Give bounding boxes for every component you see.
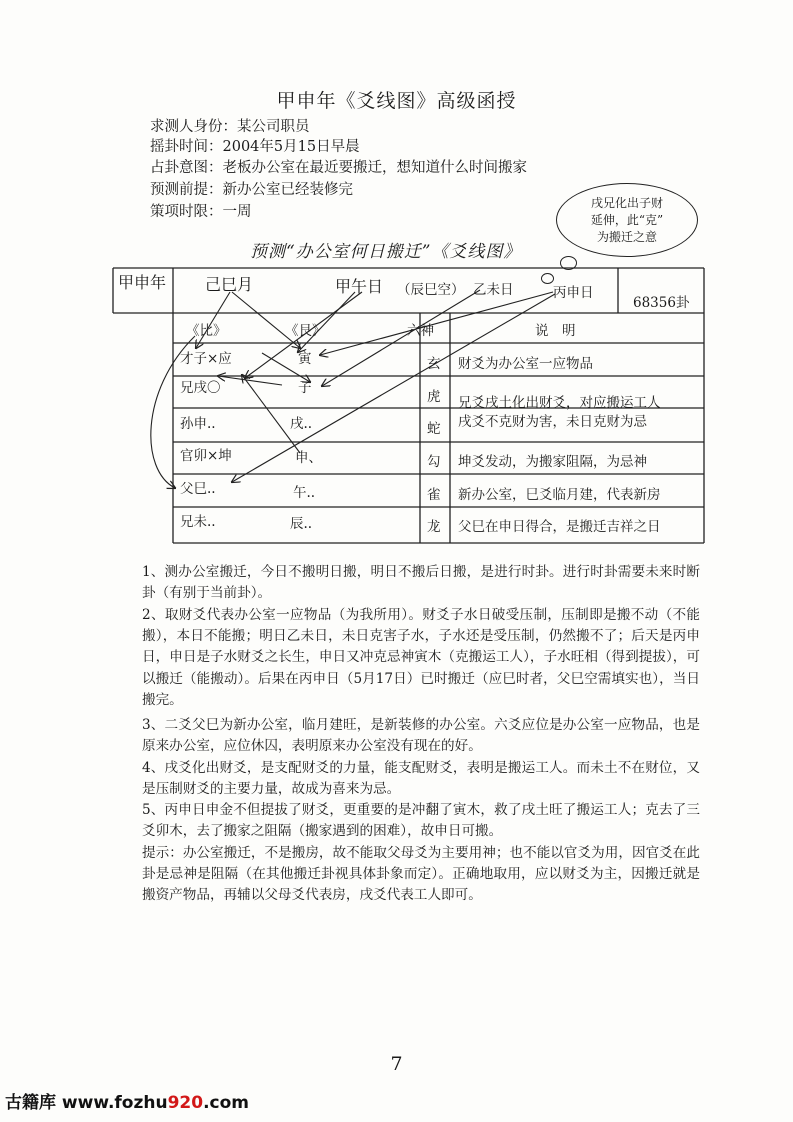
row-mid-yao: 子 <box>298 380 312 396</box>
row-mid-yao: 辰.. <box>290 516 313 532</box>
year-label: 甲申年 <box>118 273 167 292</box>
bubble-line-1: 戌兄化出子财 <box>590 195 663 210</box>
paragraph-tip: 提示：办公室搬迁，不是搬房，故不能取父母爻为主要用神；也不能以官爻为用，因官爻在此卦是忌神是阻隔（在其他搬迁卦视具体卦象而定）。正确地取用，应以财爻为主，因搬迁就是搬资产物品，再辅以父母爻代表房，戌爻代表工人即可。 <box>142 845 700 904</box>
row-god: 龙 <box>427 519 441 535</box>
bi-hexagram-label: 《比》 <box>186 323 227 339</box>
row-mid-yao: 申、 <box>295 450 322 466</box>
bubble-line-3: 为搬迁之意 <box>596 229 657 244</box>
row-mid-yao: 午.. <box>293 485 316 501</box>
bubble-line-2: 延伸，此“克” <box>590 212 664 227</box>
page-number: 7 <box>390 1053 403 1075</box>
paragraph-5: 5、丙申日申金不但提拔了财爻，更重要的是冲翻了寅木，救了戌土旺了搬运工人；克去了三爻卯木，去了搬家之阻隔（搬家遇到的困难），故申日可搬。 <box>142 802 700 840</box>
meta-line-4: 预测前提：新办公室已经装修完 <box>150 182 353 198</box>
row-left-yao: 兄戌〇 <box>180 380 221 396</box>
row-note: 新办公室，巳爻临月建，代表新房 <box>458 487 661 503</box>
kong-label: （辰巳空） <box>397 282 465 298</box>
row-left-yao: 孙申.. <box>180 416 216 432</box>
month-label: 己巳月 <box>205 275 254 294</box>
explanation-header: 说 明 <box>535 323 576 339</box>
day2-label: 乙未日 <box>473 282 514 298</box>
row-god: 玄 <box>427 356 441 372</box>
row-left-yao: 父巳.. <box>180 481 216 497</box>
meta-line-1: 求测人身份：某公司职员 <box>150 119 310 135</box>
row-left-yao: 官卯×坤 <box>180 448 232 464</box>
day3-label: 丙申日 <box>553 285 594 301</box>
gua-number: 68356卦 <box>633 295 690 311</box>
site-url-number: 920 <box>167 1093 204 1113</box>
meta-line-3: 占卦意图：老板办公室在最近要搬迁，想知道什么时间搬家 <box>150 160 527 176</box>
arrow-line <box>320 292 553 355</box>
liushen-header: 六神 <box>407 323 434 339</box>
row-note: 父巳在申日得合，是搬迁吉祥之日 <box>458 519 661 535</box>
arrow-line <box>218 376 282 385</box>
row-note: 财爻为办公室一应物品 <box>458 356 593 372</box>
site-url-prefix: www.fozhu <box>61 1093 168 1113</box>
row-god: 虎 <box>427 389 441 405</box>
chart-title: 预测“办公室何日搬迁”《爻线图》 <box>250 242 522 262</box>
gen-hexagram-label: 《艮》 <box>285 323 326 339</box>
row-god: 蛇 <box>427 421 441 437</box>
row-god: 雀 <box>427 487 441 503</box>
row-left-yao: 才子×应 <box>180 351 232 367</box>
site-name: 古籍库 <box>5 1093 56 1113</box>
paragraph-4: 4、戌爻化出财爻，是支配财爻的力量，能支配财爻，表明是搬运工人。而未土不在财位，又是压制财爻的主要力量，故成为喜来为忌。 <box>142 760 700 798</box>
row-god: 勾 <box>427 454 441 470</box>
meta-line-5: 策项时限：一周 <box>150 204 252 220</box>
document-title: 甲申年《爻线图》高级函授 <box>276 90 517 112</box>
day-label: 甲午日 <box>335 277 384 296</box>
row-note: 戌爻不克财为害，未日克财为忌 <box>458 414 647 430</box>
row-left-yao: 兄未.. <box>180 514 216 530</box>
row-note: 兄爻戌土化出财爻，对应搬运工人 <box>458 395 661 411</box>
site-url-suffix: .com <box>203 1093 250 1113</box>
row-mid-yao: 寅 <box>298 351 312 367</box>
meta-line-2: 摇卦时间：2004年5月15日早晨 <box>150 139 360 155</box>
row-mid-yao: 戌.. <box>290 416 313 432</box>
paragraph-1: 1、测办公室搬迁，今日不搬明日搬，明日不搬后日搬，是进行时卦。进行时卦需要未来时断卦（有别于当前卦）。 <box>142 564 700 602</box>
site-watermark <box>5 1088 249 1113</box>
paragraph-2: 2、取财爻代表办公室一应物品（为我所用）。财爻子水日破受压制，压制即是搬不动（不能搬），本日不能搬；明日乙未日，未日克害子水，子水还是受压制，仍然搬不了；后天是丙申日，申日是子水财爻之长生，申日又冲克忌神寅木（克搬运工人），子水旺相（得到提拔），可以搬迁（能搬动）。后果在丙申日（5月17日）已时搬迁（应巳时者，父巳空需填实也），当日搬完。 <box>142 607 700 708</box>
paragraph-3: 3、二爻父巳为新办公室，临月建旺，是新装修的办公室。六爻应位是办公室一应物品，也是原来办公室，应位休囚，表明原来办公室没有现在的好。 <box>142 717 700 755</box>
row-note: 坤爻发动，为搬家阻隔，为忌神 <box>458 454 647 470</box>
